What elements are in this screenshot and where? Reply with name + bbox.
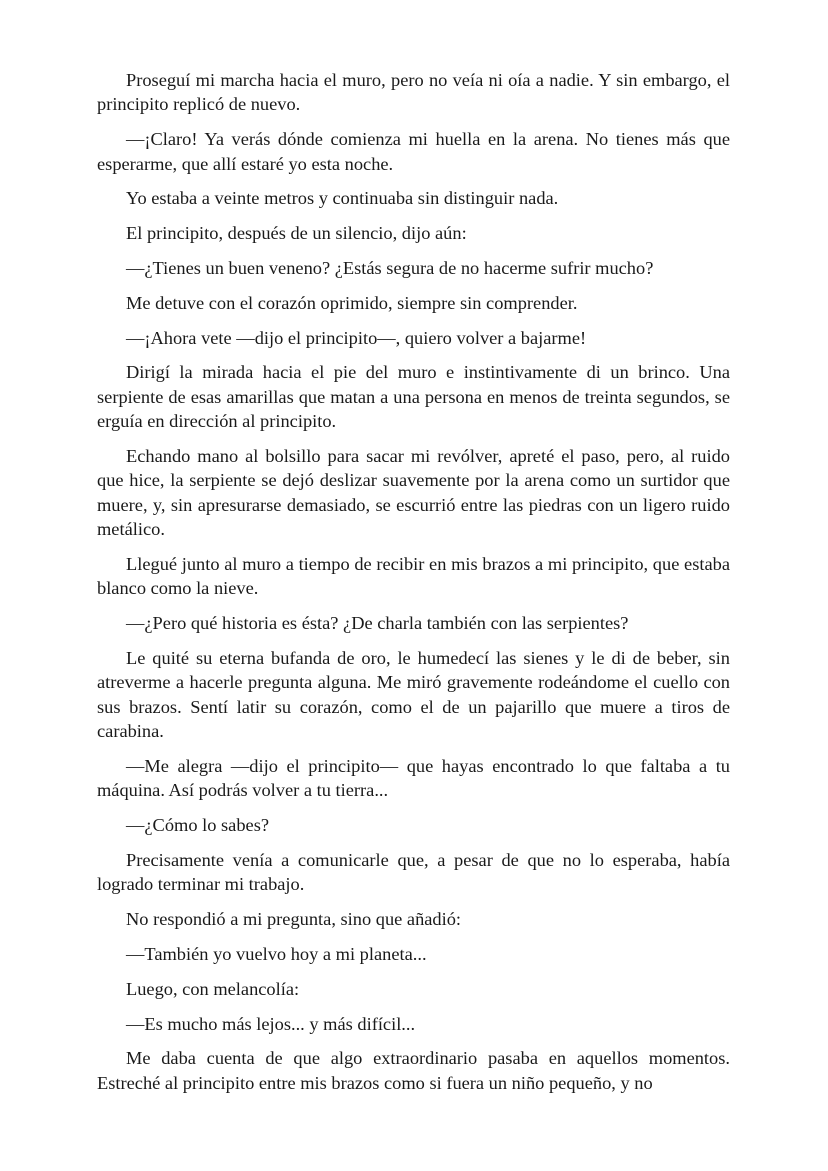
paragraph: —Me alegra —dijo el principito— que hayas encontrado lo que faltaba a tu máquina. Así podrás volver a tu tierra... [97, 756, 730, 801]
paragraph: —¿Cómo lo sabes? [126, 815, 270, 836]
paragraph: Le quité su eterna bufanda de oro, le humedecí las sienes y le di de beber, sin atreverme a hacerle pregunta alguna. Me miró gravemente rodeándome el cuello con sus brazos. Sentí latir su corazón, como el de un pajarillo que muere a tiros de carabina. [97, 648, 730, 742]
document-page [97, 68, 730, 1106]
paragraph: Dirigí la mirada hacia el pie del muro e instintivamente di un brinco. Una serpiente de esas amarillas que matan a una persona en menos de treinta segundos, se erguía en dirección al principito. [97, 362, 730, 432]
paragraph: Yo estaba a veinte metros y continuaba sin distinguir nada. [126, 188, 559, 209]
paragraph: Echando mano al bolsillo para sacar mi revólver, apreté el paso, pero, al ruido que hice, la serpiente se dejó deslizar suavemente por la arena como un surtidor que muere, y, sin apresurarse demasiado, se escurrió entre las piedras con un ligero ruido metálico. [97, 446, 730, 540]
paragraph: Precisamente venía a comunicarle que, a pesar de que no lo esperaba, había logrado terminar mi trabajo. [97, 850, 730, 895]
paragraph: No respondió a mi pregunta, sino que añadió: [126, 909, 462, 930]
paragraph: Llegué junto al muro a tiempo de recibir en mis brazos a mi principito, que estaba blanco como la nieve. [97, 554, 730, 599]
paragraph: —¡Claro! Ya verás dónde comienza mi huella en la arena. No tienes más que esperarme, que allí estaré yo esta noche. [97, 129, 730, 174]
paragraph: —¿Tienes un buen veneno? ¿Estás segura de no hacerme sufrir mucho? [126, 258, 654, 278]
paragraph: —¿Pero qué historia es ésta? ¿De charla también con las serpientes? [126, 613, 629, 634]
paragraph: Luego, con melancolía: [126, 978, 300, 999]
paragraph: Me daba cuenta de que algo extraordinario pasaba en aquellos momentos. Estreché al principito entre mis brazos como si fuera un niño pequeño, y no [97, 1048, 730, 1093]
paragraph: —Es mucho más lejos... y más difícil... [126, 1013, 416, 1034]
paragraph: Me detuve con el corazón oprimido, siempre sin comprender. [126, 292, 578, 313]
paragraph: —¡Ahora vete —dijo el principito—, quiero volver a bajarme! [126, 327, 587, 348]
paragraph: Proseguí mi marcha hacia el muro, pero no veía ni oía a nadie. Y sin embargo, el principito replicó de nuevo. [97, 70, 730, 115]
paragraph: El principito, después de un silencio, dijo aún: [126, 223, 467, 244]
paragraph: —También yo vuelvo hoy a mi planeta... [126, 944, 427, 965]
